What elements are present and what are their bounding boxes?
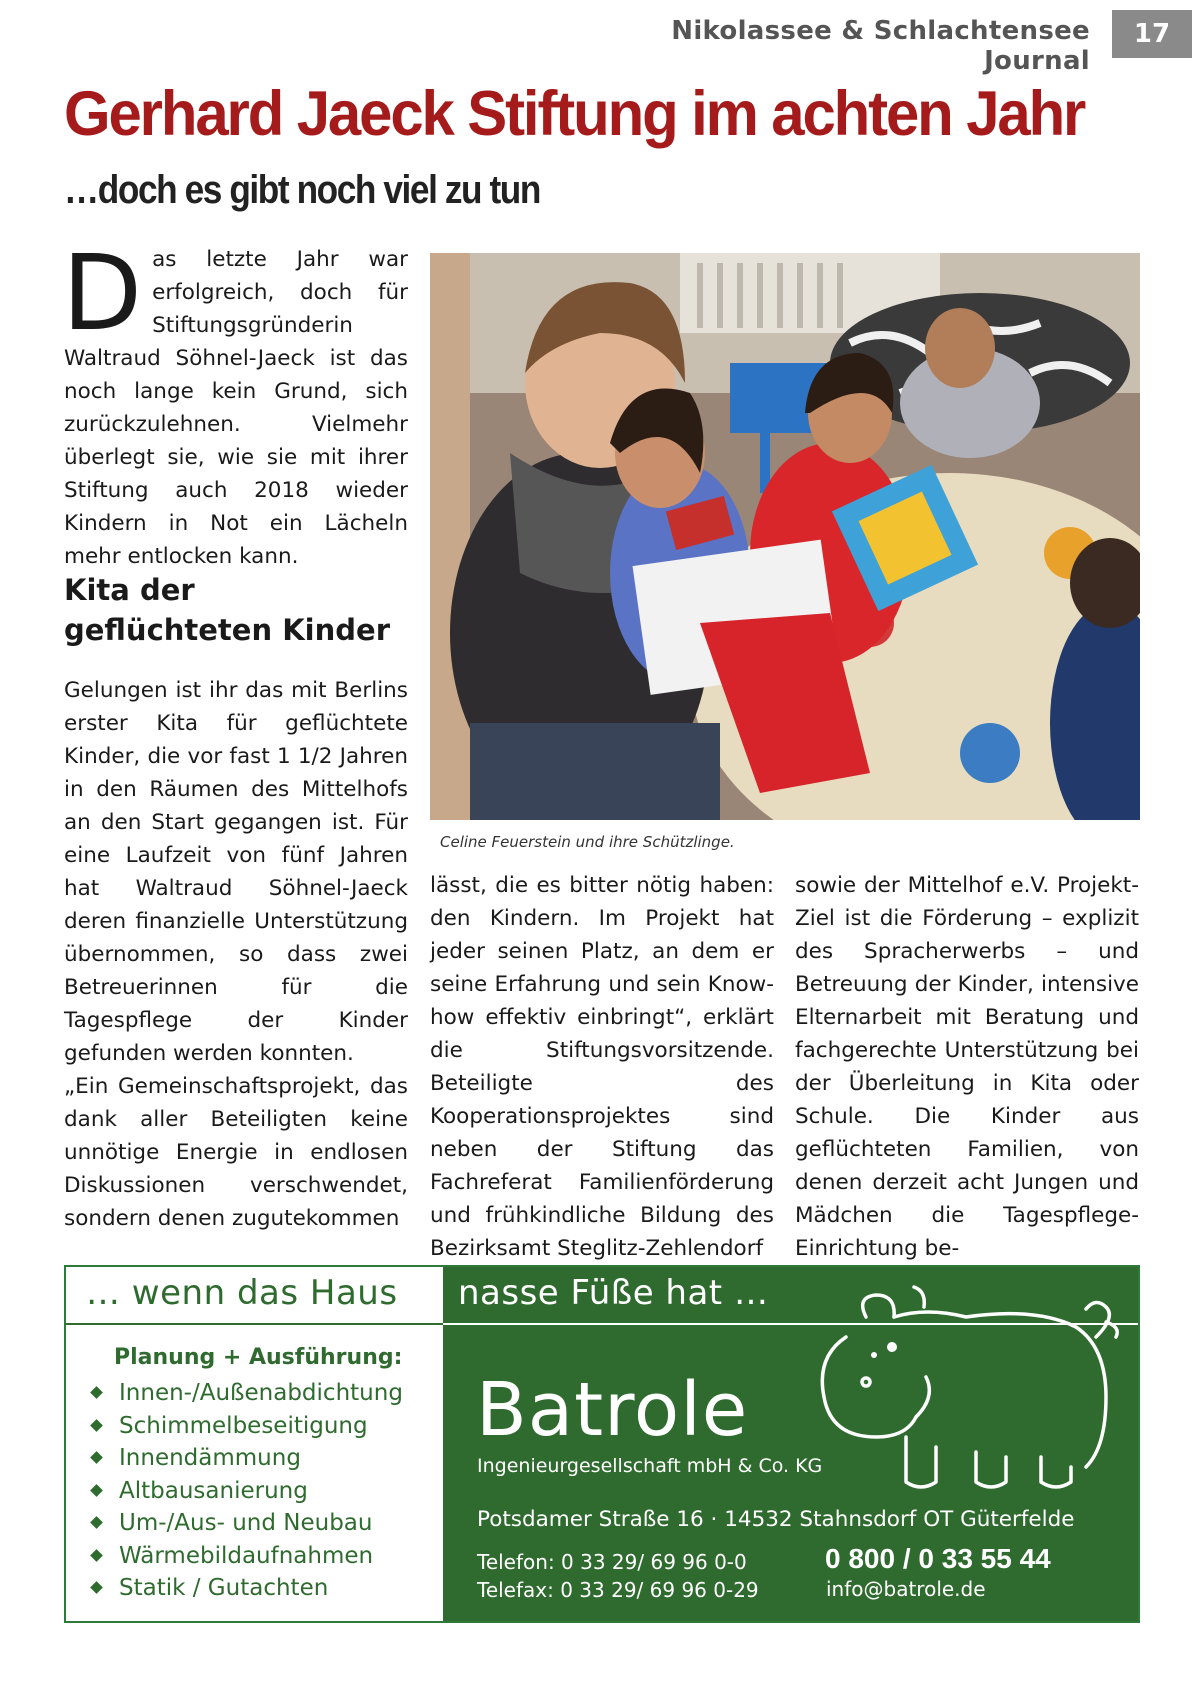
contact-numbers (477, 1548, 759, 1604)
services-title: Planung + Ausführung: (114, 1345, 403, 1370)
telefax-number: Telefax: 0 33 29/ 69 96 0-29 (477, 1578, 759, 1602)
email-link[interactable]: info@batrole.de (826, 1577, 986, 1601)
telefon-number[interactable]: Telefon: 0 33 29/ 69 96 0-0 (477, 1550, 747, 1574)
article-intro (62, 232, 408, 573)
service-item: Altbausanierung (88, 1475, 403, 1508)
batrole-advertisement[interactable] (64, 1265, 1140, 1623)
article-column-3: sowie der Mittelhof e.V. Projekt-Ziel ist die Förderung – explizit des Spracherwerbs – und Betreuung der Kinder, intensive Elternarbeit mit Beratung und fachgerechte Unterstützung bei der Überleitung in Kita oder Schule. Die Kinder aus geflüchteten Familien, von denen derzeit acht Jungen und Mädchen die Tagespflege-Einrichtung be- (795, 873, 1139, 1261)
bullet-icon (90, 1549, 103, 1562)
service-item: Statik / Gutachten (88, 1572, 403, 1605)
ad-tagline-right: nasse Füße hat … (458, 1273, 769, 1313)
intro-text: as letzte Jahr war erfolgreich, doch für Stiftungsgründerin Waltraud Söhnel-Jaeck ist das noch lange kein Grund, sich zurückzulehnen. Vielmehr überlegt sie, wie sie mit ihrer Stiftung auch 2018 wieder Kindern in Not ein Lächeln mehr entlocken kann. (64, 247, 408, 569)
bullet-icon (90, 1419, 103, 1432)
hotline-number[interactable]: 0 800 / 0 33 55 44 (825, 1543, 1051, 1574)
bullet-icon (90, 1581, 103, 1594)
bullet-icon (90, 1451, 103, 1464)
company-name: Ingenieurgesellschaft mbH & Co. KG (477, 1455, 823, 1477)
services-list (88, 1377, 403, 1605)
page-number: 17 (1112, 10, 1192, 58)
article-subheadline: …doch es gibt noch viel zu tun (64, 168, 541, 212)
bullet-icon (90, 1484, 103, 1497)
hippo-mascot-icon (806, 1277, 1136, 1507)
service-item: Schimmelbeseitigung (88, 1410, 403, 1443)
article-column-2: lässt, die es bitter nötig haben: den Kindern. Im Projekt hat jeder seinen Platz, an dem er seine Erfahrung und sein Know-how effektiv einbringt“, erklärt die Stiftungsvorsitzende. Beteiligte des Kooperationsprojektes sind neben der Stiftung das Fachreferat Familienförderung und frühkindliche Bildung des Bezirksamt Steglitz-Zehlendorf (430, 873, 774, 1261)
photo-caption: Celine Feuerstein und ihre Schützlinge. (440, 833, 735, 851)
drop-cap: D (62, 232, 143, 354)
bullet-icon (90, 1516, 103, 1529)
column-1-paragraph: Gelungen ist ihr das mit Berlins erster Kita für geflüchtete Kinder, die vor fast 1 1/2 Jahren in den Räumen des Mittelhofs an den Start gegangen ist. Für eine Laufzeit von fünf Jahren hat Waltraud Söhnel-Jaeck deren finanzielle Unterstützung übernommen, so dass zwei Betreuerinnen für die Tagespflege der Kinder gefunden werden konnten. (64, 678, 408, 1066)
column-1-quote: „Ein Gemeinschaftsprojekt, das dank aller Beteiligten keine unnötige Energie in endlosen Diskussionen verschwendet, sondern denen zugutekommen (64, 1074, 408, 1231)
article-headline: Gerhard Jaeck Stiftung im achten Jahr (64, 79, 1085, 149)
service-item: Wärmebildaufnahmen (88, 1540, 403, 1573)
ad-tagline-left: … wenn das Haus (86, 1273, 398, 1313)
brand-logo: Batrole (476, 1367, 749, 1453)
service-item: Um-/Aus- und Neubau (88, 1507, 403, 1540)
article-column-1 (64, 674, 408, 1235)
journal-title: Nikolassee & Schlachtensee Journal (671, 16, 1090, 76)
bullet-icon (90, 1386, 103, 1399)
section-title: Kita der geflüchteten Kinder (64, 573, 390, 647)
service-item: Innendämmung (88, 1442, 403, 1475)
company-address: Potsdamer Straße 16 · 14532 Stahnsdorf OT Güterfelde (477, 1507, 1075, 1532)
service-item: Innen-/Außenabdichtung (88, 1377, 403, 1410)
ad-divider-left (66, 1323, 443, 1325)
photo-illustration (430, 253, 1140, 820)
article-photo (430, 253, 1140, 820)
